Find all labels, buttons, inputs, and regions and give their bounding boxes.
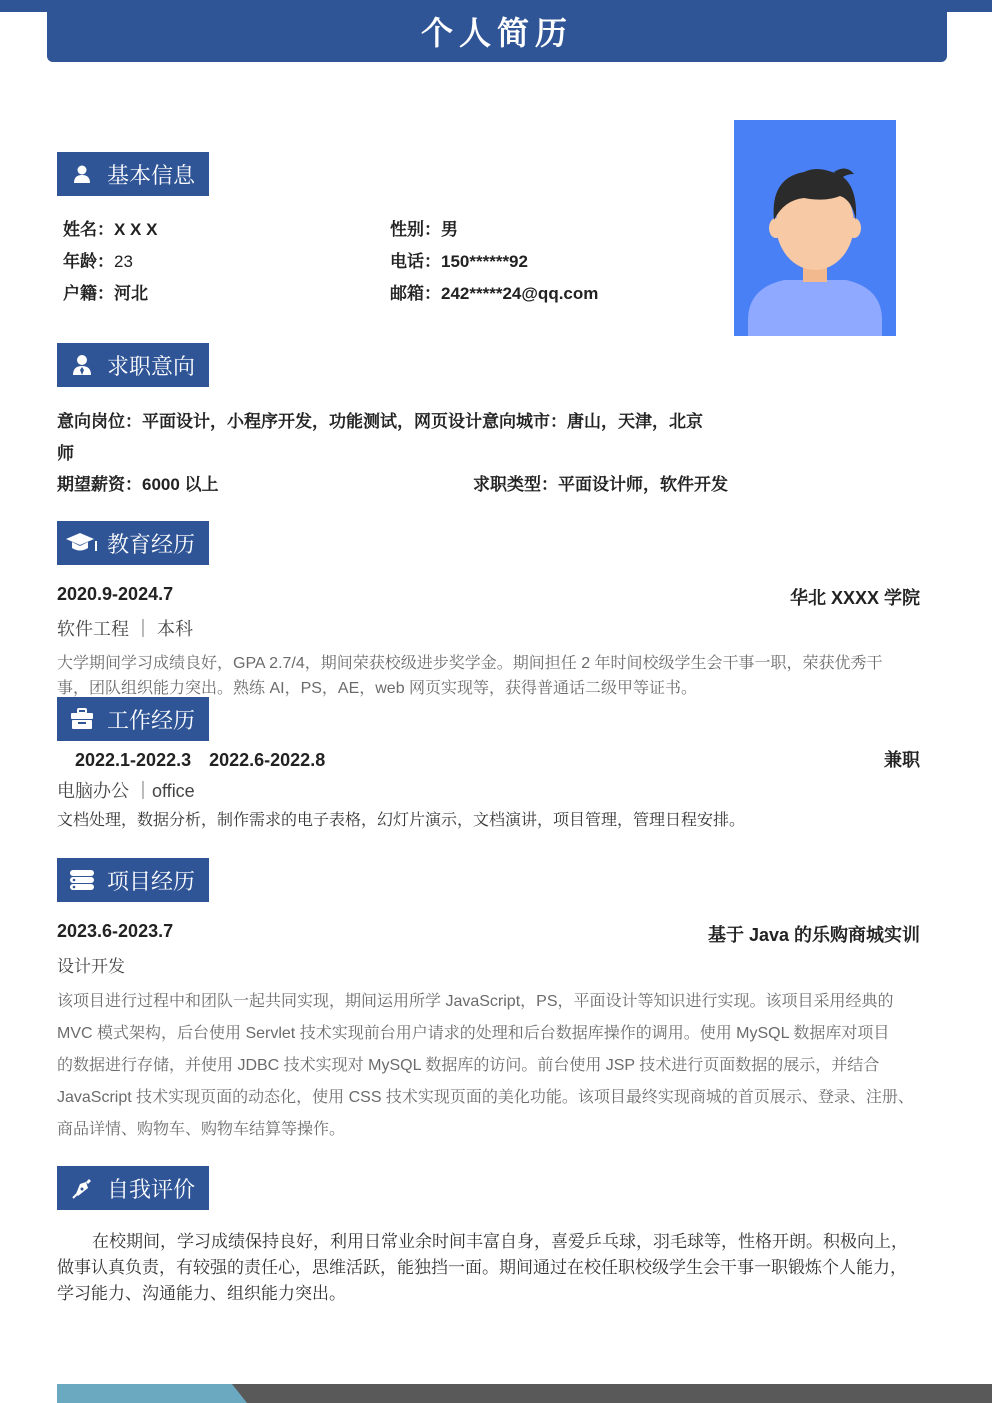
intent-position-line: 意向岗位：平面设计，小程序开发，功能测试，网页设计意向城市：唐山，天津，北京 [57, 412, 703, 431]
section-work-title: 工作经历 [107, 707, 196, 733]
self-eval-line2: 做事认真负责，有较强的责任心，思维活跃，能独挡一面。期间通过在校任职校级学生会干事一职锻炼个人能力， [57, 1258, 907, 1277]
person-icon [57, 152, 107, 196]
section-basic-header [57, 152, 209, 196]
project-desc-line4: JavaScript 技术实现页面的动态化，使用 CSS 技术实现页面的美化功能。该项目最终实现商城的首页展示、登录、注册、 [57, 1089, 914, 1106]
user-tie-icon [57, 343, 107, 387]
intent-type: 求职类型：平面设计师，软件开发 [473, 475, 728, 494]
education-major: 软件工程 ｜ 本科 [57, 619, 194, 639]
page-title: 个人简历 [420, 15, 573, 51]
gender-row: 性别：男 [390, 220, 458, 239]
project-role: 设计开发 [57, 957, 125, 976]
project-desc-line3: 的数据进行存储，并使用 JDBC 技术实现对 MySQL 数据库的访问。前台使用 JSP 技术进行页面数据的展示，并结合 [57, 1057, 880, 1074]
section-project-header [57, 858, 209, 902]
education-school: 华北 XXXX 学院 [789, 588, 920, 608]
intent-position-wrap: 师 [57, 444, 74, 463]
work-period: 2022.1-2022.3 2022.6-2022.8 [75, 750, 326, 770]
section-education-title: 教育经历 [107, 531, 196, 557]
education-period: 2020.9-2024.7 [57, 584, 174, 604]
work-type: 兼职 [884, 750, 920, 770]
avatar-illustration [734, 120, 896, 336]
graduation-cap-icon [57, 521, 107, 565]
project-desc-line2: MVC 模式架构，后台使用 Servlet 技术实现前台用户请求的处理和后台数据库操作的调用。使用 MySQL 数据库对项目 [57, 1025, 890, 1042]
phone-row: 电话：150******92 [390, 252, 528, 271]
section-project-title: 项目经历 [107, 868, 196, 894]
section-education-header [57, 521, 209, 565]
section-intent-title: 求职意向 [107, 353, 196, 379]
database-icon [57, 858, 107, 902]
project-period: 2023.6-2023.7 [57, 921, 174, 941]
section-self-header [57, 1166, 209, 1210]
work-desc: 文档处理，数据分析，制作需求的电子表格，幻灯片演示，文档演讲，项目管理，管理日程安排。 [57, 812, 746, 829]
self-eval-line3: 学习能力、沟通能力、组织能力突出。 [57, 1284, 346, 1303]
self-eval-line1: 在校期间，学习成绩保持良好，利用日常业余时间丰富自身，喜爱乒乓球，羽毛球等，性格开朗。积极向上， [92, 1232, 908, 1251]
project-desc-line5: 商品详情、购物车、购物车结算等操作。 [57, 1121, 346, 1138]
footer-bar-right [232, 1384, 992, 1403]
age-row: 年龄：23 [63, 252, 133, 271]
section-self-title: 自我评价 [107, 1176, 196, 1202]
work-role: 电脑办公 ｜office [57, 781, 195, 801]
education-desc-line1: 大学期间学习成绩良好，GPA 2.7/4，期间荣获校级进步奖学金。期间担任 2 年时间校级学生会干事一职，荣获优秀干 [57, 655, 883, 672]
intent-salary: 期望薪资：6000 以上 [57, 475, 219, 494]
education-desc-line2: 事，团队组织能力突出。熟练 AI，PS，AE，web 网页实现等，获得普通话二级甲等证书。 [57, 680, 698, 697]
project-name: 基于 Java 的乐购商城实训 [707, 925, 920, 945]
hukou-row: 户籍：河北 [63, 284, 148, 303]
pen-icon [57, 1166, 107, 1210]
project-desc-line1: 该项目进行过程中和团队一起共同实现，期间运用所学 JavaScript，PS，平面设计等知识进行实现。该项目采用经典的 [57, 993, 894, 1010]
avatar-photo [734, 120, 896, 336]
briefcase-icon [57, 697, 107, 741]
title-bar [47, 0, 947, 62]
name-row: 姓名：X X X [63, 220, 158, 239]
section-basic-title: 基本信息 [107, 162, 196, 188]
email-row: 邮箱：242*****24@qq.com [390, 284, 599, 303]
section-intent-header [57, 343, 209, 387]
section-work-header [57, 697, 209, 741]
footer-bar-left [57, 1384, 247, 1403]
